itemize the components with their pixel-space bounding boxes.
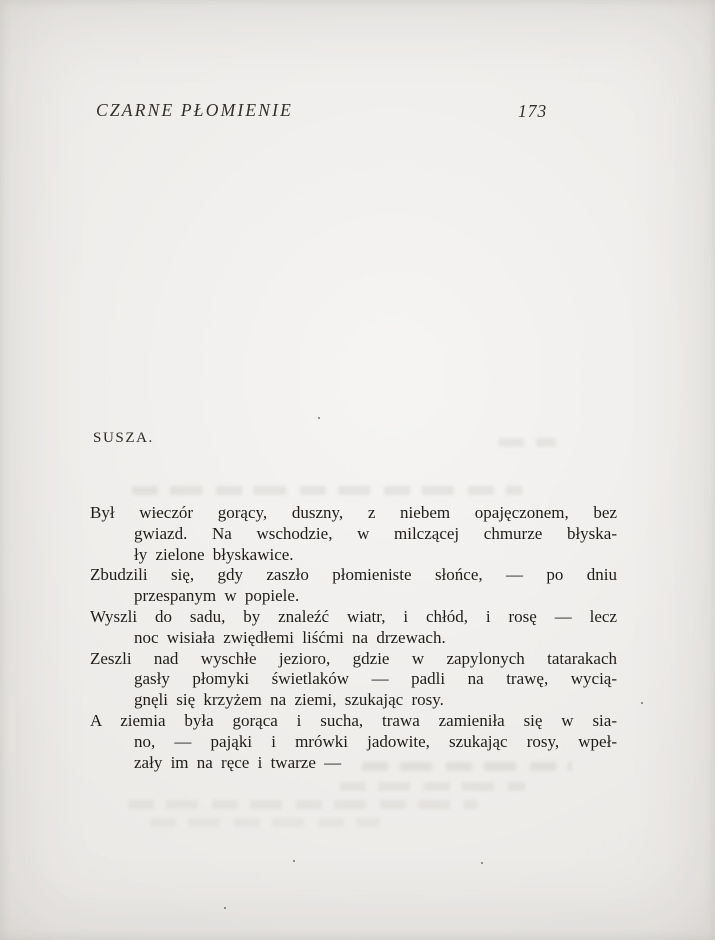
body-text-block xyxy=(90,503,617,773)
paper-speck xyxy=(293,860,295,862)
bleed-through-text xyxy=(498,438,556,447)
text-line: gwiazd. Na wschodzie, w milczącej chmurze błyska- xyxy=(134,523,617,543)
text-line: przespanym w popiele. xyxy=(134,586,300,606)
paper-speck xyxy=(641,702,643,704)
running-header-title: CZARNE PŁOMIENIE xyxy=(96,100,294,120)
paper-speck xyxy=(318,417,320,419)
text-line: zały im na ręce i twarze — xyxy=(134,752,342,772)
text-line: no, — pająki i mrówki jadowite, szukając rosy, wpeł- xyxy=(134,731,617,751)
text-line: ły zielone błyskawice. xyxy=(134,544,294,564)
section-heading: SUSZA. xyxy=(93,430,154,446)
text-line: noc wisiała zwiędłemi liśćmi na drzewach. xyxy=(134,627,446,647)
bleed-through-text xyxy=(132,486,522,495)
paper-speck xyxy=(481,862,483,864)
text-line: A ziemia była gorąca i sucha, trawa zamieniła się w sia- xyxy=(90,710,617,730)
text-line: Wyszli do sadu, by znaleźć wiatr, i chłód, i rosę — lecz xyxy=(90,606,617,626)
text-line: gnęli się krzyżem na ziemi, szukając rosy. xyxy=(134,690,444,710)
text-line: gasły płomyki świetlaków — padli na trawę, wycią- xyxy=(134,669,617,689)
bleed-through-text xyxy=(340,782,525,791)
bleed-through-text xyxy=(150,818,380,827)
paper-speck xyxy=(155,512,157,514)
page-number: 173 xyxy=(518,101,548,121)
text-line: Zbudzili się, gdy zaszło płomieniste słońce, — po dniu xyxy=(90,565,617,585)
bleed-through-text xyxy=(362,762,572,771)
paper-speck xyxy=(224,907,226,909)
text-line: Zeszli nad wyschłe jezioro, gdzie w zapylonych tatarakach xyxy=(90,648,617,668)
text-line: Był wieczór gorący, duszny, z niebem opajęczonem, bez xyxy=(90,503,617,522)
bleed-through-text xyxy=(128,800,478,809)
